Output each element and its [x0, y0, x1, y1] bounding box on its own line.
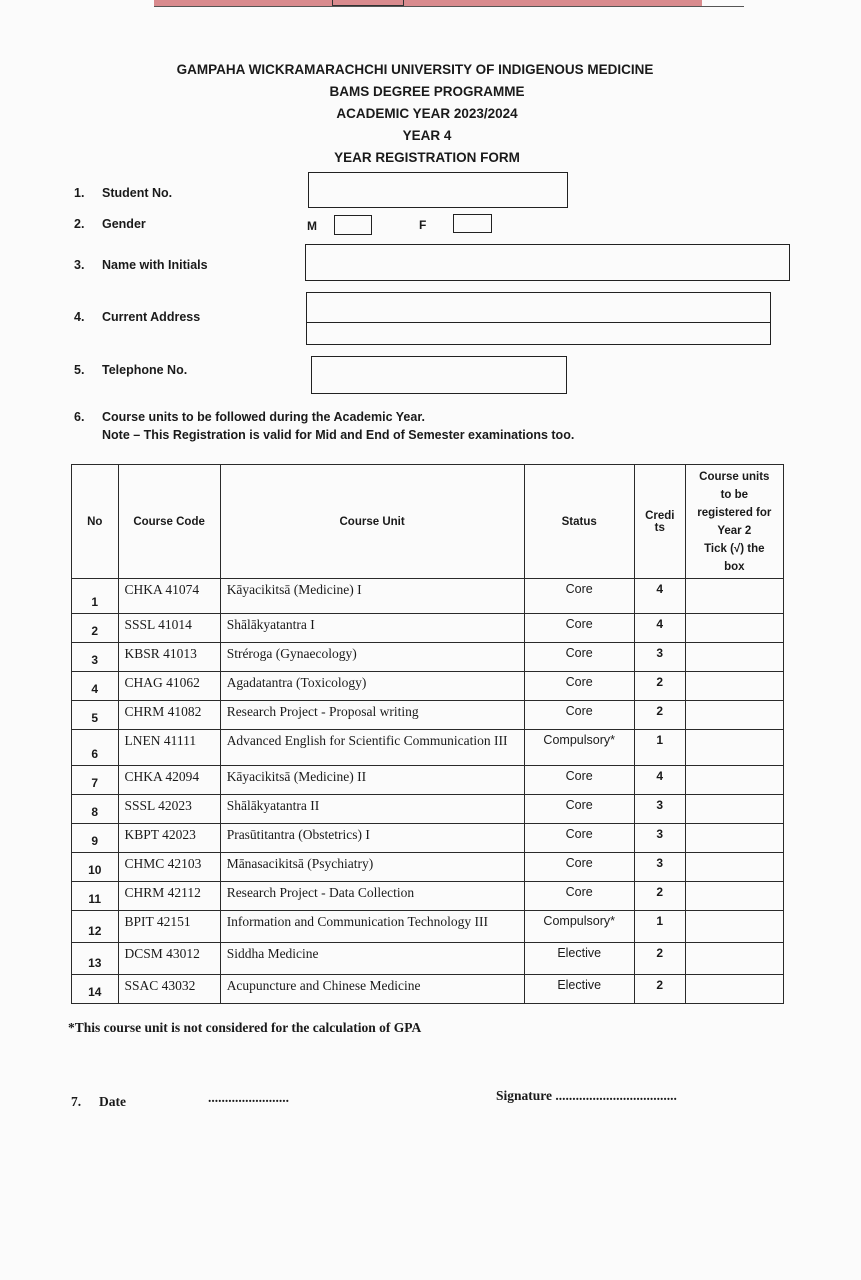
row-no-cell	[72, 614, 119, 643]
course-unit-cell	[220, 701, 524, 730]
course-status: Core	[565, 582, 593, 596]
row-no-cell	[72, 795, 119, 824]
name-field[interactable]	[305, 244, 790, 281]
row-no-cell	[72, 853, 119, 882]
course-unit: Acupuncture and Chinese Medicine	[226, 978, 421, 993]
course-status-cell	[524, 672, 634, 701]
gender-female-label: F	[419, 218, 427, 232]
course-code-cell	[118, 730, 220, 766]
course-unit-cell	[220, 614, 524, 643]
course-status-cell	[524, 614, 634, 643]
course-credits: 3	[656, 646, 664, 660]
row-no-cell	[72, 701, 119, 730]
table-row	[72, 911, 784, 943]
course-credits-cell	[634, 911, 685, 943]
course-credits-cell	[634, 579, 685, 614]
header-course-unit: Course Unit	[220, 465, 524, 579]
academic-year: ACADEMIC YEAR 2023/2024	[336, 106, 518, 121]
strip-gap	[702, 0, 744, 6]
course-credits-cell	[634, 824, 685, 853]
course-credits: 2	[656, 675, 664, 689]
course-status-cell	[524, 882, 634, 911]
year-level: YEAR 4	[402, 128, 452, 143]
course-credits: 1	[656, 733, 664, 747]
course-credits-cell	[634, 943, 685, 975]
course-code-cell	[118, 795, 220, 824]
header-no: No	[72, 465, 119, 579]
tick-box[interactable]	[685, 882, 783, 911]
row-no-cell	[72, 730, 119, 766]
course-unit-cell	[220, 824, 524, 853]
row-no-cell	[72, 943, 119, 975]
course-credits: 2	[656, 885, 664, 899]
course-status-cell	[524, 853, 634, 882]
course-credits-cell	[634, 614, 685, 643]
course-status: Core	[565, 675, 593, 689]
course-credits-cell	[634, 766, 685, 795]
course-status-cell	[524, 730, 634, 766]
tick-box[interactable]	[685, 975, 783, 1004]
section-6-title: 6. Course units to be followed during the Academic Year.	[74, 410, 425, 424]
course-status: Core	[565, 617, 593, 631]
course-unit-cell	[220, 672, 524, 701]
row-no-cell	[72, 766, 119, 795]
table-row	[72, 614, 784, 643]
course-credits: 2	[656, 978, 664, 992]
table-row	[72, 766, 784, 795]
course-unit-cell	[220, 795, 524, 824]
course-code-cell	[118, 853, 220, 882]
top-edge-strip	[154, 0, 744, 7]
tick-box[interactable]	[685, 579, 783, 614]
course-unit: Kāyacikitsā (Medicine) II	[226, 769, 367, 784]
course-credits-cell	[634, 882, 685, 911]
course-credits: 4	[656, 617, 664, 631]
header-tick: Course units to be registered for Year 2 Tick (√) the box	[685, 465, 783, 579]
course-unit: Research Project - Proposal writing	[226, 704, 419, 719]
course-credits-cell	[634, 701, 685, 730]
table-row	[72, 701, 784, 730]
gender-male-label: M	[307, 219, 317, 233]
row-no: 5	[91, 711, 99, 725]
course-credits: 3	[656, 798, 664, 812]
course-unit-cell	[220, 643, 524, 672]
table-row	[72, 579, 784, 614]
course-unit: Advanced English for Scientific Communication III	[226, 733, 508, 748]
row-no: 10	[88, 863, 102, 877]
course-code-cell	[118, 824, 220, 853]
course-code: SSAC 43032	[124, 978, 196, 993]
course-code: CHKA 42094	[124, 769, 200, 784]
course-unit: Agadatantra (Toxicology)	[226, 675, 367, 690]
row-no-cell	[72, 643, 119, 672]
row-no-cell	[72, 672, 119, 701]
course-credits-cell	[634, 795, 685, 824]
gender-male-checkbox[interactable]	[334, 215, 372, 235]
date-field[interactable]: ........................	[208, 1090, 289, 1105]
table-row	[72, 795, 784, 824]
row-no: 8	[91, 805, 99, 819]
course-unit: Research Project - Data Collection	[226, 885, 415, 900]
row-no: 7	[91, 776, 99, 790]
row-no-cell	[72, 579, 119, 614]
gender-female-checkbox[interactable]	[453, 214, 492, 233]
signature-field[interactable]: Signature ....................................	[496, 1088, 677, 1103]
tick-box[interactable]	[685, 795, 783, 824]
course-code: LNEN 41111	[124, 733, 197, 748]
course-status-cell	[524, 943, 634, 975]
course-unit-cell	[220, 853, 524, 882]
row-no: 2	[91, 624, 99, 638]
row-no-cell	[72, 824, 119, 853]
form-title: YEAR REGISTRATION FORM	[334, 150, 520, 165]
course-credits: 4	[656, 769, 664, 783]
gender-label: 2. Gender	[74, 217, 146, 231]
header-course-code: Course Code	[118, 465, 220, 579]
course-code: KBPT 42023	[124, 827, 196, 842]
table-row	[72, 882, 784, 911]
tick-box[interactable]	[685, 643, 783, 672]
table-row	[72, 672, 784, 701]
course-credits-cell	[634, 643, 685, 672]
course-status-cell	[524, 975, 634, 1004]
course-unit: Information and Communication Technology III	[226, 914, 488, 929]
row-no: 6	[91, 747, 99, 761]
tick-box[interactable]	[685, 701, 783, 730]
course-status: Core	[565, 798, 593, 812]
course-unit-cell	[220, 943, 524, 975]
course-unit: Kāyacikitsā (Medicine) I	[226, 582, 362, 597]
course-credits: 2	[656, 946, 664, 960]
course-status-cell	[524, 824, 634, 853]
tick-box[interactable]	[685, 943, 783, 975]
address-field-line-2[interactable]	[306, 322, 771, 345]
tick-box[interactable]	[685, 911, 783, 943]
course-unit: Siddha Medicine	[226, 946, 319, 961]
course-code: KBSR 41013	[124, 646, 197, 661]
row-no-cell	[72, 975, 119, 1004]
course-unit-cell	[220, 911, 524, 943]
course-status-cell	[524, 701, 634, 730]
course-code: CHMC 42103	[124, 856, 202, 871]
course-status-cell	[524, 795, 634, 824]
course-status: Core	[565, 769, 593, 783]
row-no: 9	[91, 834, 99, 848]
course-credits-cell	[634, 975, 685, 1004]
course-code-cell	[118, 911, 220, 943]
course-unit: Stréroga (Gynaecology)	[226, 646, 357, 661]
address-field-line-1[interactable]	[306, 292, 771, 323]
section-6-note: Note – This Registration is valid for Mid and End of Semester examinations too.	[102, 428, 575, 442]
course-code-cell	[118, 643, 220, 672]
course-unit-cell	[220, 730, 524, 766]
table-header-row	[72, 465, 784, 579]
course-status: Core	[565, 704, 593, 718]
course-unit-cell	[220, 766, 524, 795]
tick-box[interactable]	[685, 766, 783, 795]
strip-box	[332, 0, 404, 6]
header-credits: Credi ts	[634, 465, 685, 579]
course-status: Compulsory*	[543, 914, 615, 928]
course-code: CHRM 41082	[124, 704, 202, 719]
course-code-cell	[118, 614, 220, 643]
course-code: BPIT 42151	[124, 914, 191, 929]
university-name: GAMPAHA WICKRAMARACHCHI UNIVERSITY OF INDIGENOUS MEDICINE	[176, 62, 654, 77]
gpa-footnote: *This course unit is not considered for the calculation of GPA	[68, 1020, 422, 1035]
row-no: 1	[91, 595, 99, 609]
programme-name: BAMS DEGREE PROGRAMME	[329, 84, 525, 99]
name-label: 3. Name with Initials	[74, 258, 208, 272]
table-row	[72, 730, 784, 766]
course-unit: Shālākyatantra II	[226, 798, 320, 813]
row-no: 4	[91, 682, 99, 696]
course-code-cell	[118, 672, 220, 701]
course-credits-cell	[634, 672, 685, 701]
date-label: 7. Date	[71, 1094, 126, 1109]
course-code: CHAG 41062	[124, 675, 200, 690]
course-unit-cell	[220, 579, 524, 614]
course-status: Core	[565, 646, 593, 660]
row-no: 14	[88, 985, 102, 999]
course-unit: Mānasacikitsā (Psychiatry)	[226, 856, 374, 871]
course-status-cell	[524, 643, 634, 672]
row-no: 3	[91, 653, 99, 667]
row-no-cell	[72, 882, 119, 911]
telephone-field[interactable]	[311, 356, 567, 394]
tick-box[interactable]	[685, 824, 783, 853]
course-credits: 2	[656, 704, 664, 718]
table-row	[72, 975, 784, 1004]
tick-box[interactable]	[685, 672, 783, 701]
student-no-label: 1. Student No.	[74, 186, 173, 200]
course-code: DCSM 43012	[124, 946, 200, 961]
course-code-cell	[118, 975, 220, 1004]
course-status: Compulsory*	[543, 733, 615, 747]
course-status: Core	[565, 885, 593, 899]
course-credits: 3	[656, 856, 664, 870]
course-code-cell	[118, 766, 220, 795]
course-status-cell	[524, 579, 634, 614]
course-code-cell	[118, 701, 220, 730]
header-status: Status	[524, 465, 634, 579]
row-no: 12	[88, 924, 102, 938]
course-unit-cell	[220, 975, 524, 1004]
course-code: CHRM 42112	[124, 885, 201, 900]
course-status: Core	[565, 856, 593, 870]
student-no-field[interactable]	[308, 172, 568, 208]
row-no: 11	[88, 892, 102, 906]
course-code-cell	[118, 943, 220, 975]
course-code: CHKA 41074	[124, 582, 200, 597]
course-credits: 3	[656, 827, 664, 841]
tick-box[interactable]	[685, 614, 783, 643]
row-no-cell	[72, 911, 119, 943]
course-status-cell	[524, 911, 634, 943]
table-row	[72, 943, 784, 975]
table-row	[72, 853, 784, 882]
tick-box[interactable]	[685, 853, 783, 882]
course-credits-cell	[634, 730, 685, 766]
course-status: Elective	[557, 946, 602, 960]
telephone-label: 5. Telephone No.	[74, 363, 188, 377]
course-status: Elective	[557, 978, 602, 992]
course-status-cell	[524, 766, 634, 795]
course-code-cell	[118, 579, 220, 614]
tick-box[interactable]	[685, 730, 783, 766]
row-no: 13	[88, 956, 102, 970]
course-units-table	[71, 464, 784, 1004]
course-status: Core	[565, 827, 593, 841]
course-code: SSSL 42023	[124, 798, 192, 813]
course-unit-cell	[220, 882, 524, 911]
course-code: SSSL 41014	[124, 617, 192, 632]
table-row	[72, 643, 784, 672]
course-credits-cell	[634, 853, 685, 882]
table-row	[72, 824, 784, 853]
course-code-cell	[118, 882, 220, 911]
course-credits: 1	[656, 914, 664, 928]
course-unit: Prasūtitantra (Obstetrics) I	[226, 827, 370, 842]
address-label: 4. Current Address	[74, 310, 201, 324]
course-credits: 4	[656, 582, 664, 596]
course-unit: Shālākyatantra I	[226, 617, 315, 632]
